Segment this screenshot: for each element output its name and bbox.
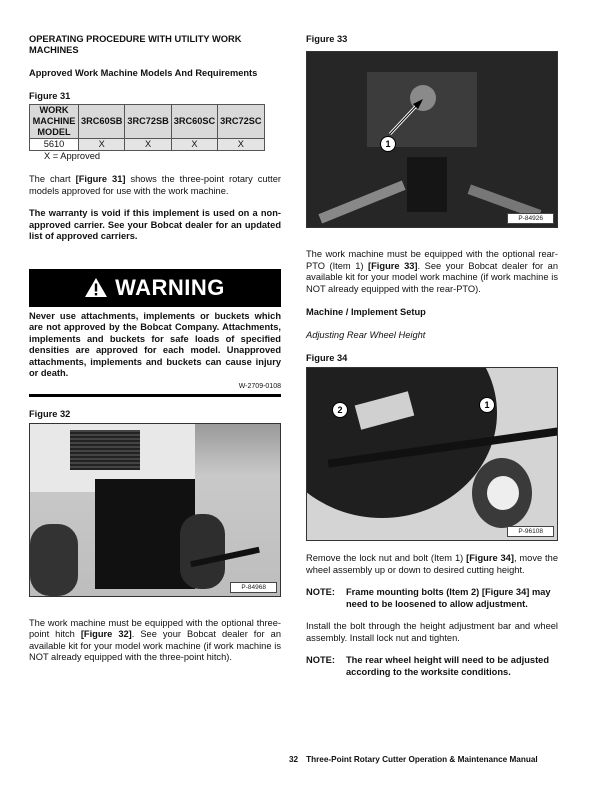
manual-title: Three-Point Rotary Cutter Operation & Maintenance Manual <box>306 755 538 764</box>
page-number: 32 <box>289 755 299 764</box>
warning-triangle-icon <box>85 278 107 297</box>
figure-32-photo <box>29 423 281 597</box>
photo-grille <box>70 430 140 470</box>
note-wheel-height <box>306 655 558 678</box>
figure-33-label: Figure 33 <box>306 34 348 44</box>
photo-wheel-left <box>30 524 78 596</box>
text: shows the three-point rotary cutter models approved for use with the work machine. <box>29 174 281 196</box>
paragraph-install-bolt: Install the bolt through the height adjustment bar and wheel assembly. Install lock nut and tighten. <box>306 621 558 643</box>
figure-32-label: Figure 32 <box>29 408 71 419</box>
photo-wheel-right <box>180 514 225 589</box>
note-body: The rear wheel height will need to be adjusted according to the worksite conditions. <box>346 655 550 677</box>
cell-value: X <box>79 139 125 151</box>
callout-2: 2 <box>332 402 348 418</box>
section-title: OPERATING PROCEDURE WITH UTILITY WORK MACHINES <box>29 34 242 55</box>
warning-block <box>29 269 281 397</box>
photo-wheel-hub <box>487 476 519 510</box>
photo-code: P-96108 <box>507 526 554 537</box>
note-body: Frame mounting bolts (Item 2) [Figure 34] may need to be loosened to allow adjustment. <box>346 587 551 609</box>
paragraph-figure32 <box>29 618 281 664</box>
cell-value: X <box>218 139 264 151</box>
warning-code: W-2709-0108 <box>238 382 281 390</box>
callout-1: 1 <box>479 397 495 413</box>
callout-1: 1 <box>380 136 396 152</box>
callout-arrow <box>387 97 427 137</box>
header-model: WORK MACHINE MODEL <box>30 105 79 139</box>
text: The chart <box>29 174 76 184</box>
right-column <box>306 34 558 678</box>
cell-value: X <box>125 139 171 151</box>
note-tag: NOTE: <box>306 655 335 665</box>
photo-code: P-84968 <box>230 582 277 593</box>
page-footer <box>289 755 538 764</box>
header-col: 3RC60SC <box>171 105 217 139</box>
photo-hitch-receiver <box>407 157 447 212</box>
warning-body: Never use attachments, implements or buckets which are not approved by the Bobcat Company. Attachments, implements and buckets for safe loads of specified densities are approved for each model. Unapproved attachments, implements and buckets can cause injury or death. <box>29 310 281 378</box>
note-frame-bolts <box>306 587 558 610</box>
figure-ref: [Figure 33] <box>368 260 418 271</box>
warning-title: WARNING <box>115 274 225 300</box>
paragraph-figure33 <box>306 249 558 295</box>
setup-subtitle: Adjusting Rear Wheel Height <box>306 330 426 340</box>
warning-banner <box>29 269 281 307</box>
cell-model: 5610 <box>30 139 79 151</box>
paragraph-figure34 <box>306 553 558 576</box>
figure-33-photo <box>306 51 558 228</box>
header-col: 3RC72SC <box>218 105 264 139</box>
text: Remove the lock nut and bolt (Item 1) <box>306 553 467 563</box>
note-tag: NOTE: <box>306 587 335 597</box>
setup-title: Machine / Implement Setup <box>306 307 426 317</box>
warning-divider <box>29 394 281 397</box>
warranty-note: The warranty is void if this implement is used on a non-approved carrier. See your Bobcat dealer for an updated list of approved carriers. <box>29 208 281 241</box>
table-header-row <box>30 105 265 139</box>
photo-code: P-84926 <box>507 213 554 224</box>
figure-ref: [Figure 31] <box>75 174 126 184</box>
text: . See your Bobcat dealer for an available kit for your model work machine (if work machine is NOT already equipped with the rear-PTO). <box>306 260 559 294</box>
figure-31-label: Figure 31 <box>29 91 71 101</box>
paragraph-figure31 <box>29 174 281 197</box>
text: The work machine must be equipped with the optional three-point hitch <box>29 617 281 639</box>
figure-34-photo <box>306 367 558 541</box>
figure-ref: [Figure 34] <box>466 553 514 563</box>
text: . See your Bobcat dealer for an available kit for your model work machine (if work machine is NOT already equipped with the three-point hitch). <box>29 629 281 662</box>
subsection-title: Approved Work Machine Models And Requirements <box>29 68 258 78</box>
table-row <box>30 139 265 151</box>
table-legend: X = Approved <box>44 151 101 161</box>
left-column <box>29 34 281 664</box>
figure-ref: [Figure 32] <box>80 629 132 639</box>
header-col: 3RC72SB <box>125 105 171 139</box>
figure-34-label: Figure 34 <box>306 353 348 363</box>
header-col: 3RC60SB <box>79 105 125 139</box>
text: , move the wheel assembly up or down to desired cutting height. <box>306 553 558 575</box>
text: The work machine must be equipped with the optional rear-PTO (Item 1) <box>306 249 558 271</box>
cell-value: X <box>171 139 217 151</box>
approved-models-table <box>29 104 265 151</box>
photo-link-left <box>318 181 405 224</box>
